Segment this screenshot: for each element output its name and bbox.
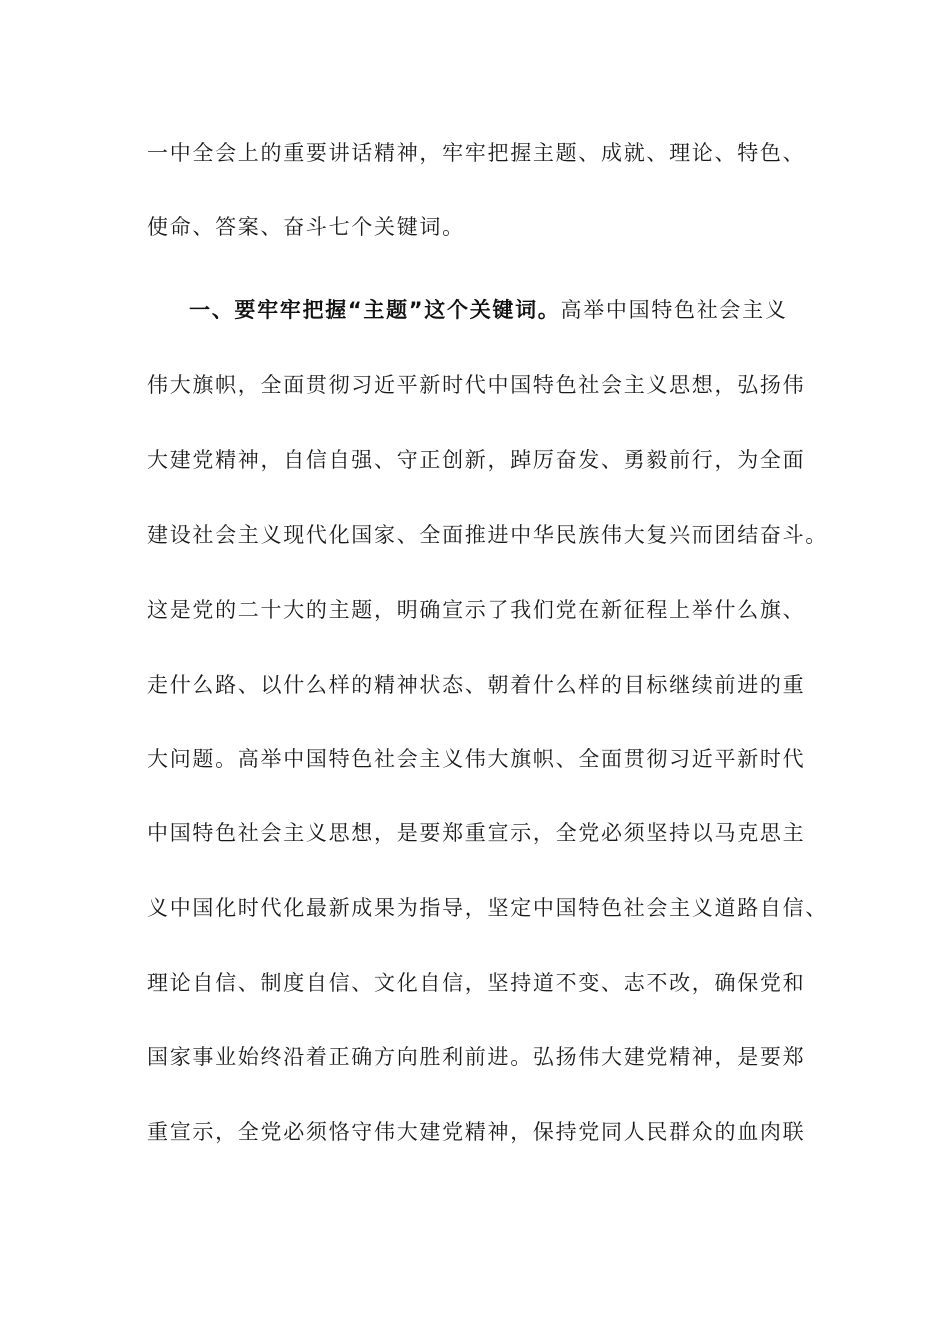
text-line: 伟大旗帜，全面贯彻习近平新时代中国特色社会主义思想，弘扬伟 <box>147 373 806 397</box>
text-line: 义中国化时代化最新成果为指导，坚定中国特色社会主义道路自信、 <box>147 896 828 920</box>
section-heading-continuation: 高举中国特色社会主义 <box>560 298 788 322</box>
section-heading: 一、要牢牢把握“主题”这个关键词。 <box>189 298 561 322</box>
text-line: 国家事业始终沿着正确方向胜利前进。弘扬伟大建党精神，是要郑 <box>147 1045 806 1069</box>
text-line: 理论自信、制度自信、文化自信，坚持道不变、志不改，确保党和 <box>147 971 806 995</box>
section-heading-line <box>189 290 869 330</box>
text-line: 走什么路、以什么样的精神状态、朝着什么样的目标继续前进的重 <box>147 673 806 697</box>
text-line: 大建党精神，自信自强、守正创新，踔厉奋发、勇毅前行，为全面 <box>147 448 806 472</box>
text-line: 一中全会上的重要讲话精神，牢牢把握主题、成就、理论、特色、 <box>147 141 806 165</box>
text-line: 大问题。高举中国特色社会主义伟大旗帜、全面贯彻习近平新时代 <box>147 747 806 771</box>
text-line: 使命、答案、奋斗七个关键词。 <box>147 215 465 239</box>
text-line: 这是党的二十大的主题，明确宣示了我们党在新征程上举什么旗、 <box>147 598 806 622</box>
text-line: 建设社会主义现代化国家、全面推进中华民族伟大复兴而团结奋斗。 <box>147 523 828 547</box>
text-line: 中国特色社会主义思想，是要郑重宣示，全党必须坚持以马克思主 <box>147 821 806 845</box>
text-line: 重宣示，全党必须恪守伟大建党精神，保持党同人民群众的血肉联 <box>147 1120 806 1144</box>
